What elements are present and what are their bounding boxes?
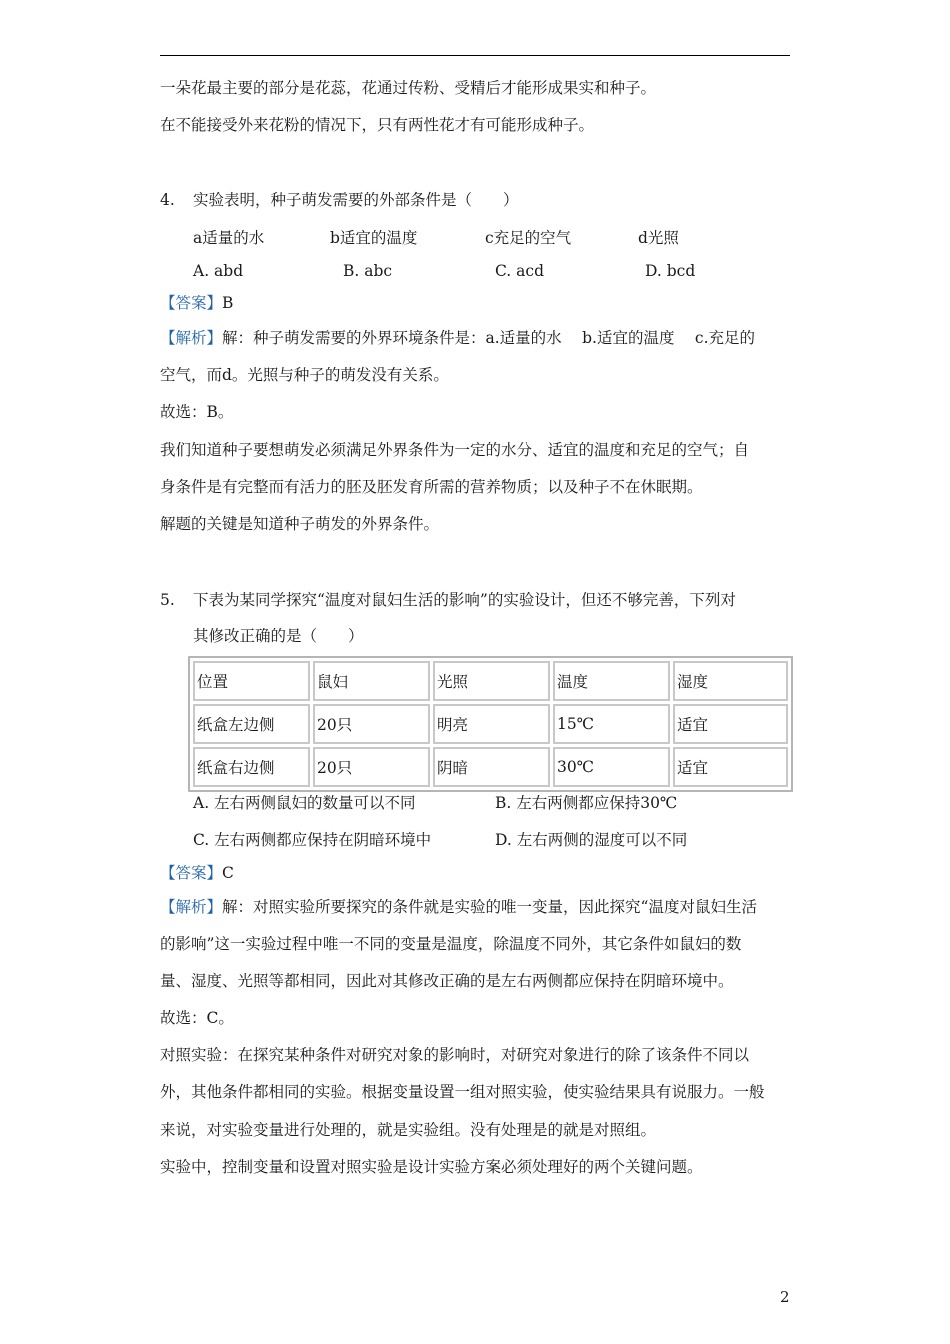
q4-condition-c: c充足的空气 (485, 229, 572, 247)
q5-analysis-line-2: 的影响”这一实验过程中唯一不同的变量是温度，除温度不同外，其它条件如鼠妇的数 (160, 935, 742, 953)
q4-note-line-3: 解题的关键是知道种子萌发的外界条件。 (160, 515, 440, 533)
analysis-tag: 【解析】 (160, 898, 223, 916)
q4-condition-b: b适宜的温度 (330, 229, 418, 247)
q5-stem-line-1 (160, 590, 736, 610)
table-cell: 30℃ (553, 747, 670, 787)
table-cell: 明亮 (433, 704, 550, 744)
q5-analysis-line-3: 量、湿度、光照等都相同，因此对其修改正确的是左右两侧都应保持在阴暗环境中。 (160, 972, 734, 990)
q5-option-a: A. 左右两侧鼠妇的数量可以不同 (193, 794, 416, 812)
q5-number: 5. (160, 591, 175, 609)
table-row (193, 704, 788, 744)
header-rule (160, 55, 790, 56)
answer-value: C (222, 864, 234, 882)
q4-analysis-line-1 (160, 328, 755, 348)
q5-option-d: D. 左右两侧的湿度可以不同 (495, 831, 688, 849)
q5-note-line-1: 对照实验：在探究某种条件对研究对象的影响时，对研究对象进行的除了该条件不同以 (160, 1046, 750, 1064)
q5-option-b: B. 左右两侧都应保持30℃ (495, 794, 678, 812)
q5-option-c: C. 左右两侧都应保持在阴暗环境中 (193, 831, 432, 849)
q5-note-line-2: 外，其他条件都相同的实验。根据变量设置一组对照实验，使实验结果具有说服力。一般 (160, 1083, 765, 1101)
q4-choose: 故选：B。 (160, 403, 234, 421)
analysis-text: 解：种子萌发需要的外界环境条件是：a.适量的水 b.适宜的温度 c.充足的 (222, 329, 755, 347)
q4-option-c: C. acd (495, 262, 545, 280)
table-cell: 20只 (313, 704, 430, 744)
q4-stem-line (160, 190, 519, 210)
table-cell: 适宜 (673, 704, 788, 744)
table-header-row (193, 661, 788, 701)
q4-option-a: A. abd (193, 262, 244, 280)
q4-answer (160, 293, 233, 313)
table-header-cell: 湿度 (673, 661, 788, 701)
table-header-cell: 鼠妇 (313, 661, 430, 701)
q4-note-line-1: 我们知道种子要想萌发必须满足外界条件为一定的水分、适宜的温度和充足的空气；自 (160, 441, 750, 459)
experiment-table (188, 656, 793, 792)
q5-stem: 下表为某同学探究“温度对鼠妇生活的影响”的实验设计，但还不够完善，下列对 (193, 591, 736, 609)
table-cell: 纸盒左边侧 (193, 704, 310, 744)
table-header-cell: 温度 (553, 661, 670, 701)
q5-note-line-3: 来说，对实验变量进行处理的，就是实验组。没有处理是的就是对照组。 (160, 1121, 657, 1139)
page-number: 2 (780, 1288, 790, 1306)
answer-tag: 【答案】 (160, 294, 223, 312)
q5-note-line-4: 实验中，控制变量和设置对照实验是设计实验方案必须处理好的两个关键问题。 (160, 1158, 703, 1176)
q4-option-b: B. abc (343, 262, 393, 280)
q4-option-d: D. bcd (645, 262, 696, 280)
analysis-tag: 【解析】 (160, 329, 223, 347)
q4-condition-d: d光照 (638, 229, 679, 247)
q5-analysis-line-1 (160, 897, 757, 917)
q4-number: 4. (160, 191, 175, 209)
intro-line-2: 在不能接受外来花粉的情况下，只有两性花才有可能形成种子。 (160, 116, 595, 134)
table-header-cell: 光照 (433, 661, 550, 701)
answer-tag: 【答案】 (160, 864, 223, 882)
q4-note-line-2: 身条件是有完整而有活力的胚及胚发育所需的营养物质；以及种子不在休眠期。 (160, 478, 703, 496)
table-cell: 20只 (313, 747, 430, 787)
analysis-text: 解：对照实验所要探究的条件就是实验的唯一变量，因此探究“温度对鼠妇生活 (222, 898, 757, 916)
table-cell: 阴暗 (433, 747, 550, 787)
answer-value: B (222, 294, 234, 312)
table-cell: 纸盒右边侧 (193, 747, 310, 787)
q5-answer (160, 863, 234, 883)
table-row (193, 747, 788, 787)
q4-analysis-line-2: 空气，而d。光照与种子的萌发没有关系。 (160, 366, 449, 384)
table-cell: 15℃ (553, 704, 670, 744)
q5-stem-line-2: 其修改正确的是（ ） (193, 627, 364, 645)
table-header-cell: 位置 (193, 661, 310, 701)
q4-stem: 实验表明，种子萌发需要的外部条件是（ ） (193, 191, 519, 209)
table-cell: 适宜 (673, 747, 788, 787)
q5-choose: 故选：C。 (160, 1009, 234, 1027)
intro-line-1: 一朵花最主要的部分是花蕊，花通过传粉、受精后才能形成果实和种子。 (160, 79, 657, 97)
q4-condition-a: a适量的水 (193, 229, 265, 247)
